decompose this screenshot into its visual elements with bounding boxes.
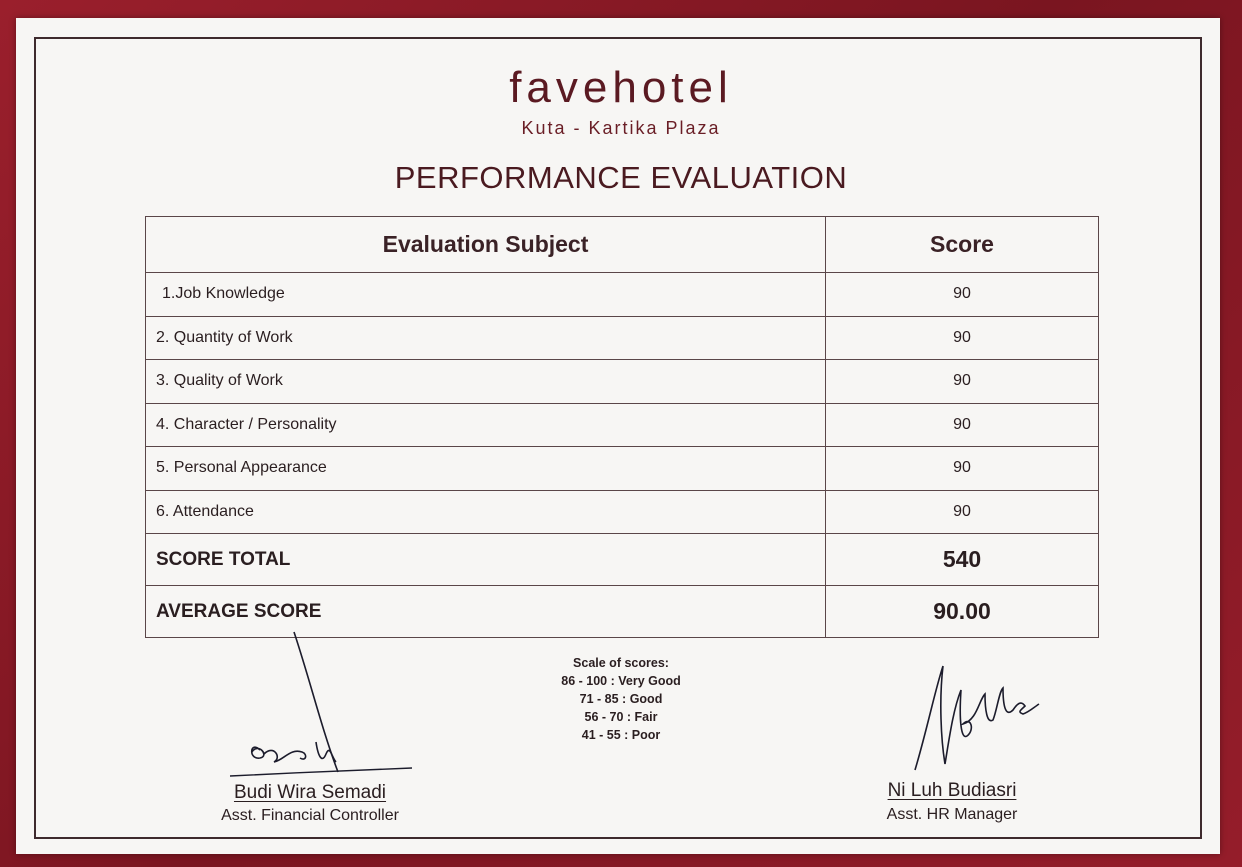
subject-cell: 3. Quality of Work [146,360,826,404]
subject-cell: 2. Quantity of Work [146,316,826,360]
column-header-subject: Evaluation Subject [146,217,826,273]
table-row [146,447,1099,491]
average-score-label: AVERAGE SCORE [146,586,826,638]
score-total-label: SCORE TOTAL [146,534,826,586]
left-signer-name: Budi Wira Semadi [233,782,387,803]
score-scale [521,654,721,744]
left-signer-role: Asst. Financial Controller [221,807,399,824]
table-row [146,490,1099,534]
evaluation-table [145,216,1099,638]
right-signer-role: Asst. HR Manager [886,806,1018,823]
table-header-row [146,217,1099,273]
subject-cell: 1.Job Knowledge [146,273,826,317]
score-cell: 90 [826,403,1099,447]
score-cell: 90 [826,360,1099,404]
score-total-row [146,534,1099,586]
subject-cell: 6. Attendance [146,490,826,534]
scale-line: 71 - 85 : Good [579,692,663,706]
document-title: PERFORMANCE EVALUATION [394,160,848,195]
score-cell: 90 [826,490,1099,534]
right-signature [905,660,1055,780]
scale-line: 86 - 100 : Very Good [561,674,681,688]
score-cell: 90 [826,273,1099,317]
score-total-value: 540 [826,534,1099,586]
right-signer-name: Ni Luh Budiasri [887,780,1017,801]
hotel-brand: favehotel [509,63,733,112]
hotel-location: Kuta - Kartika Plaza [521,118,721,138]
scale-title: Scale of scores: [573,656,669,670]
score-cell: 90 [826,447,1099,491]
subject-cell: 5. Personal Appearance [146,447,826,491]
average-score-value: 90.00 [826,586,1099,638]
scale-line: 56 - 70 : Fair [584,710,658,724]
scale-line: 41 - 55 : Poor [581,728,661,742]
column-header-score: Score [826,217,1099,273]
left-signature [230,630,430,780]
subject-cell: 4. Character / Personality [146,403,826,447]
table-row [146,316,1099,360]
score-cell: 90 [826,316,1099,360]
table-row [146,360,1099,404]
table-row [146,403,1099,447]
table-row [146,273,1099,317]
